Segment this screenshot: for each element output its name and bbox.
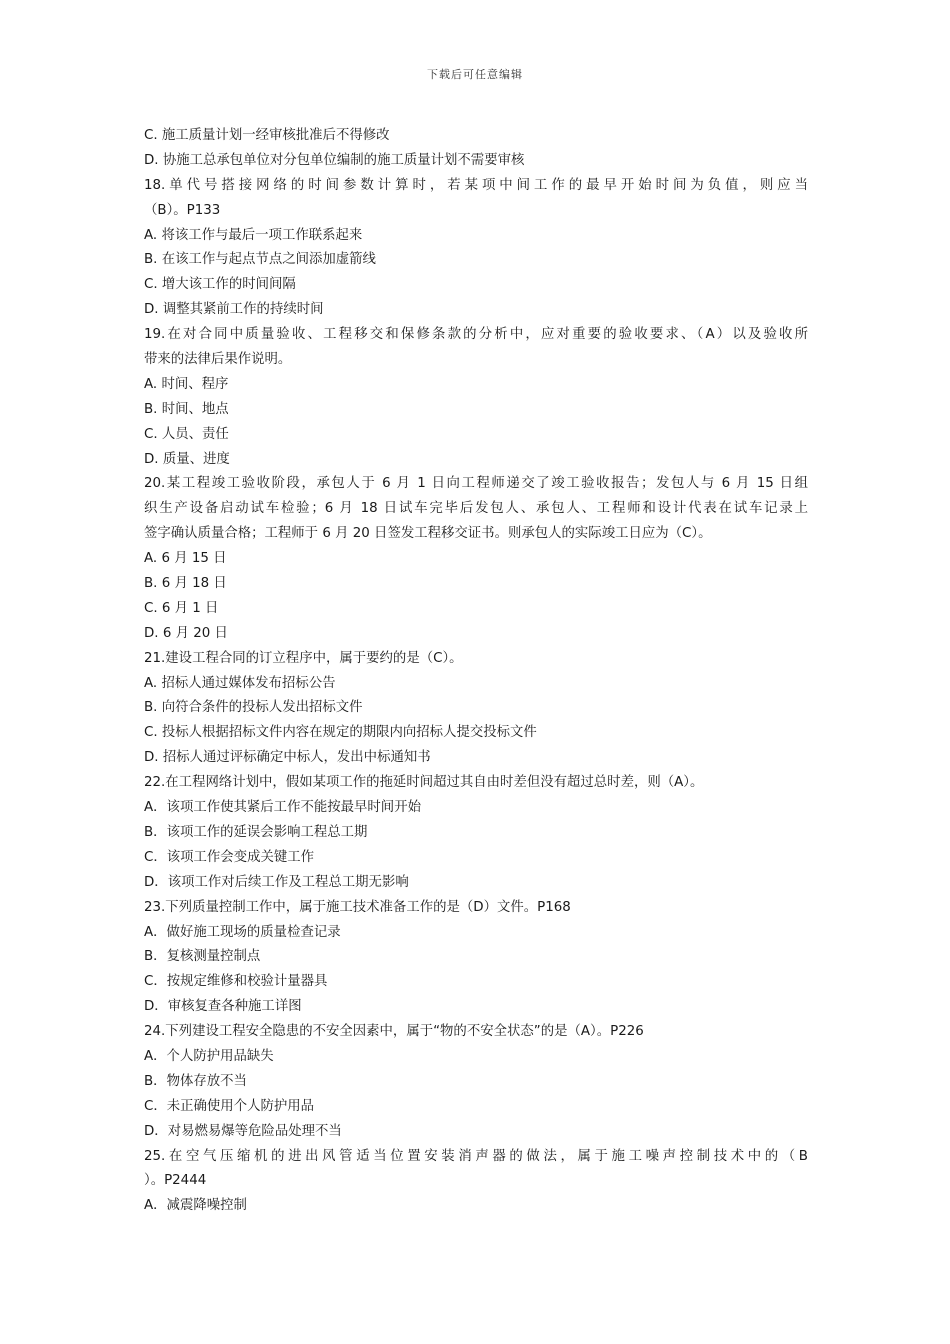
text-line: C. 投标人根据招标文件内容在规定的期限内向招标人提交投标文件 xyxy=(144,725,537,741)
text-line: C. 6 月 1 日 xyxy=(144,600,219,616)
text-line: ）。P2444 xyxy=(144,1173,207,1189)
text-line: D. 协施工总承包单位对分包单位编制的施工质量计划不需要审核 xyxy=(144,152,525,168)
text-line: A. 6 月 15 日 xyxy=(144,551,227,567)
text-line: 带来的法律后果作说明。 xyxy=(144,352,292,368)
text-line: 23.下列质量控制工作中，属于施工技术准备工作的是（D）文件。P168 xyxy=(144,899,571,915)
text-line: B．物体存放不当 xyxy=(144,1073,247,1089)
text-line: 25.在空气压缩机的进出风管适当位置安装消声器的做法，属于施工噪声控制技术中的（B xyxy=(144,1148,808,1164)
text-line: D．对易燃易爆等危险品处理不当 xyxy=(144,1123,342,1139)
page-header: 下载后可任意编辑 xyxy=(427,68,523,81)
text-line: C. 增大该工作的时间间隔 xyxy=(144,277,296,293)
text-line: D．该项工作对后续工作及工程总工期无影响 xyxy=(144,874,409,890)
text-line: A．个人防护用品缺失 xyxy=(144,1048,274,1064)
text-line: A．减震降噪控制 xyxy=(144,1198,247,1214)
text-line: 22.在工程网络计划中，假如某项工作的拖延时间超过其自由时差但没有超过总时差，则（A）。 xyxy=(144,775,704,791)
text-line: 21.建设工程合同的订立程序中，属于要约的是（C）。 xyxy=(144,650,463,666)
text-line: 18.单代号搭接网络的时间参数计算时，若某项中间工作的最早开始时间为负值，则应当 xyxy=(144,177,808,193)
text-line: C．按规定维修和校验计量器具 xyxy=(144,974,328,990)
text-line: A．做好施工现场的质量检查记录 xyxy=(144,924,341,940)
text-line: C．该项工作会变成关键工作 xyxy=(144,849,315,865)
text-line: A. 招标人通过媒体发布招标公告 xyxy=(144,675,336,691)
text-line: A. 时间、程序 xyxy=(144,376,229,392)
text-line: C. 人员、责任 xyxy=(144,426,229,442)
text-line: B．复核测量控制点 xyxy=(144,949,261,965)
text-line: B．该项工作的延误会影响工程总工期 xyxy=(144,824,368,840)
text-line: 24.下列建设工程安全隐患的不安全因素中，属于“物的不安全状态”的是（A）。P226 xyxy=(144,1024,644,1040)
text-line: A. 将该工作与最后一项工作联系起来 xyxy=(144,227,363,243)
text-line: 织生产设备启动试车检验；6 月 18 日试车完毕后发包人、承包人、工程师和设计代表在试车记录上 xyxy=(144,501,808,517)
text-line: 20.某工程竣工验收阶段，承包人于 6 月 1 日向工程师递交了竣工验收报告；发包人与 6 月 15 日组 xyxy=(144,476,808,492)
text-line: A．该项工作使其紧后工作不能按最早时间开始 xyxy=(144,800,421,816)
text-line: C．未正确使用个人防护用品 xyxy=(144,1098,315,1114)
text-line: D. 调整其紧前工作的持续时间 xyxy=(144,302,324,318)
document-body xyxy=(144,124,808,1219)
text-line: 签字确认质量合格；工程师于 6 月 20 日签发工程移交证书。则承包人的实际竣工日应为（C）。 xyxy=(144,526,712,542)
text-line: D. 质量、进度 xyxy=(144,451,230,467)
text-line: D. 6 月 20 日 xyxy=(144,625,228,641)
text-line: D. 招标人通过评标确定中标人，发出中标通知书 xyxy=(144,750,431,766)
text-line: （B）。P133 xyxy=(144,202,221,218)
text-line: B. 6 月 18 日 xyxy=(144,576,227,592)
text-line: B. 向符合条件的投标人发出招标文件 xyxy=(144,700,363,716)
text-line: B. 时间、地点 xyxy=(144,401,229,417)
text-line: 19.在对合同中质量验收、工程移交和保修条款的分析中，应对重要的验收要求、（A）以及验收所 xyxy=(144,327,808,343)
text-line: B. 在该工作与起点节点之间添加虚箭线 xyxy=(144,252,376,268)
text-line: C. 施工质量计划一经审核批准后不得修改 xyxy=(144,128,390,143)
text-line: D．审核复查各种施工详图 xyxy=(144,999,302,1015)
